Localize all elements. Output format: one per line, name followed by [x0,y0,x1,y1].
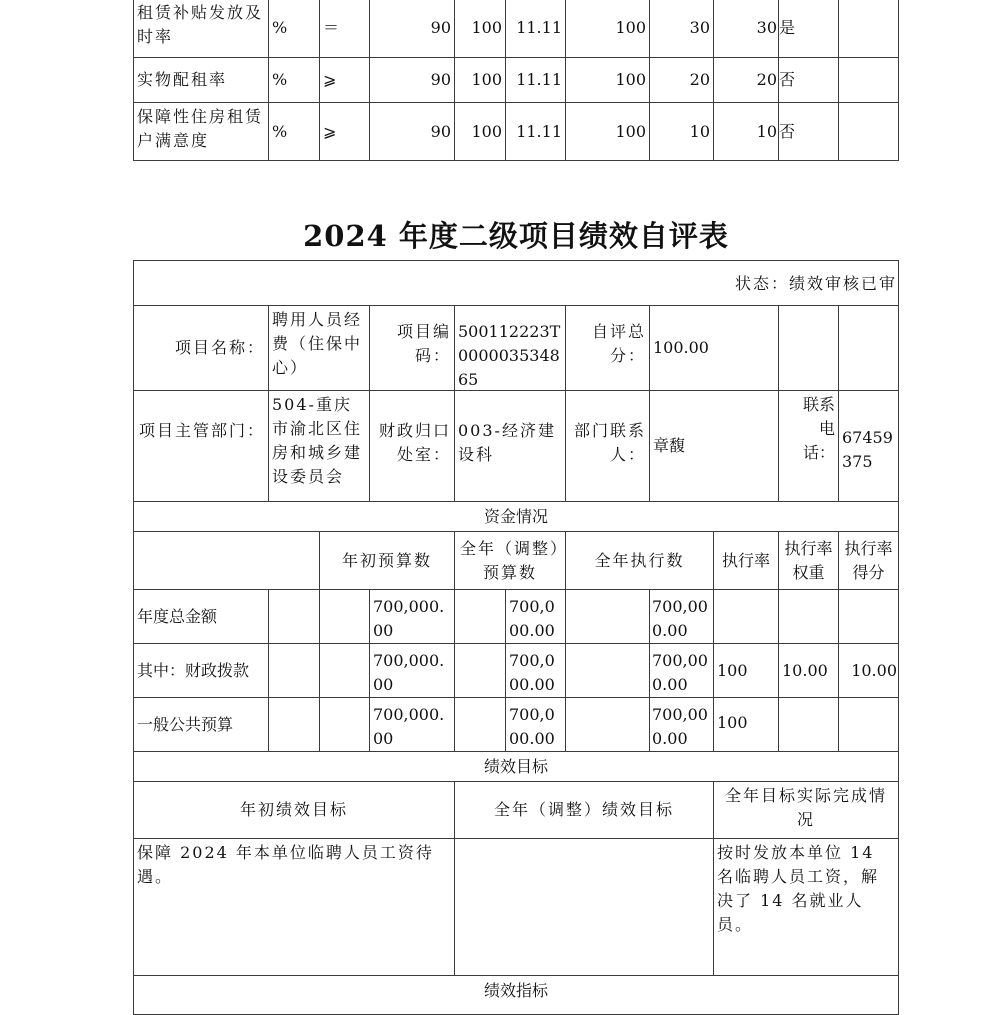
funds-header-adjusted: 全年（调整）预算数 [454,531,566,590]
empty-cell [454,697,506,752]
goals-header-actual: 全年目标实际完成情况 [713,781,899,839]
indicator-value: 90 [369,0,455,58]
indicator-value: 20 [649,57,714,103]
indicator-value: 30 [649,0,714,58]
score-value: 100.00 [649,305,779,391]
empty-cell [778,305,839,391]
indicator-operator: ＝ [319,0,370,58]
page-title: 2024 年度二级项目绩效自评表 [303,219,729,253]
indicator-name: 实物配租率 [133,57,269,103]
empty-cell [133,531,320,590]
empty-cell [454,589,506,644]
phone-label: 联系电话： [778,390,839,502]
empty-cell [268,589,320,644]
indicators-section-header: 绩效指标 [133,975,899,1015]
indicator-operator: ⩾ [319,102,370,161]
empty-cell [268,697,320,752]
project-name-value: 聘用人员经费（住保中心） [268,305,370,391]
indicator-value: 90 [369,57,455,103]
contact-label: 部门联系人： [565,390,650,502]
goal-actual-text: 按时发放本单位 14 名临聘人员工资，解决了 14 名就业人员。 [713,838,899,976]
indicator-flag: 否 [778,102,839,161]
empty-cell [268,643,320,698]
funds-header-rate: 执行率 [713,531,779,590]
indicator-flag: 是 [778,0,839,58]
dept-label: 项目主管部门： [133,390,269,502]
indicator-unit: % [268,102,320,161]
status-text: 状态：绩效审核已审 [133,260,899,306]
indicator-name: 租赁补贴发放及时率 [133,0,269,58]
empty-cell [565,697,650,752]
empty-cell [838,102,899,161]
funds-weight [778,697,839,752]
funds-executed: 700,000.00 [649,643,714,698]
project-name-label: 项目名称： [133,305,269,391]
funds-adjusted: 700,000.00 [505,697,566,752]
funds-budget: 700,000.00 [369,643,455,698]
empty-cell [565,589,650,644]
empty-cell [454,643,506,698]
empty-cell [838,57,899,103]
empty-cell [319,643,370,698]
funds-budget: 700,000.00 [369,697,455,752]
goals-header-adjusted: 全年（调整）绩效目标 [454,781,714,839]
funds-row-label: 其中：财政拨款 [133,643,269,698]
indicator-name: 保障性住房租赁户满意度 [133,102,269,161]
indicator-value: 100 [454,0,506,58]
score-label: 自评总分： [565,305,650,391]
funds-rate [713,589,779,644]
funds-row-label: 年度总金额 [133,589,269,644]
goal-adjusted-text [454,838,714,976]
phone-value: 67459375 [838,390,899,502]
indicator-unit: % [268,57,320,103]
indicator-value: 100 [565,0,650,58]
empty-cell [838,0,899,58]
goals-section-header: 绩效目标 [133,751,899,782]
funds-score [838,697,899,752]
indicator-value: 11.11 [505,102,566,161]
indicator-value: 100 [565,102,650,161]
funds-section-header: 资金情况 [133,501,899,532]
indicator-value: 30 [713,0,779,58]
indicator-value: 20 [713,57,779,103]
funds-rate: 100 [713,643,779,698]
funds-header-executed: 全年执行数 [565,531,714,590]
indicator-value: 11.11 [505,0,566,58]
empty-cell [319,697,370,752]
indicator-value: 10 [713,102,779,161]
empty-cell [838,305,899,391]
funds-executed: 700,000.00 [649,589,714,644]
funds-adjusted: 700,000.00 [505,589,566,644]
funds-adjusted: 700,000.00 [505,643,566,698]
funds-score [838,589,899,644]
indicator-value: 90 [369,102,455,161]
indicator-value: 10 [649,102,714,161]
dept-value: 504-重庆市渝北区住房和城乡建设委员会 [268,390,370,502]
goal-initial-text: 保障 2024 年本单位临聘人员工资待遇。 [133,838,455,976]
funds-header-score: 执行率得分 [838,531,899,590]
funds-header-budget: 年初预算数 [319,531,455,590]
indicator-operator: ⩾ [319,57,370,103]
indicator-value: 100 [454,57,506,103]
funds-executed: 700,000.00 [649,697,714,752]
funds-rate: 100 [713,697,779,752]
funds-weight: 10.00 [778,643,839,698]
funds-budget: 700,000.00 [369,589,455,644]
indicator-value: 11.11 [505,57,566,103]
empty-cell [319,589,370,644]
funds-row-label: 一般公共预算 [133,697,269,752]
project-code-value: 500112223T000003534865 [454,305,566,391]
empty-cell [565,643,650,698]
project-code-label: 项目编码： [369,305,455,391]
contact-value: 章馥 [649,390,779,502]
finance-label: 财政归口处室： [369,390,455,502]
funds-weight [778,589,839,644]
indicator-value: 100 [454,102,506,161]
goals-header-initial: 年初绩效目标 [133,781,455,839]
funds-header-weight: 执行率权重 [778,531,839,590]
indicator-flag: 否 [778,57,839,103]
finance-value: 003-经济建设科 [454,390,566,502]
indicator-unit: % [268,0,320,58]
funds-score: 10.00 [838,643,899,698]
indicator-value: 100 [565,57,650,103]
